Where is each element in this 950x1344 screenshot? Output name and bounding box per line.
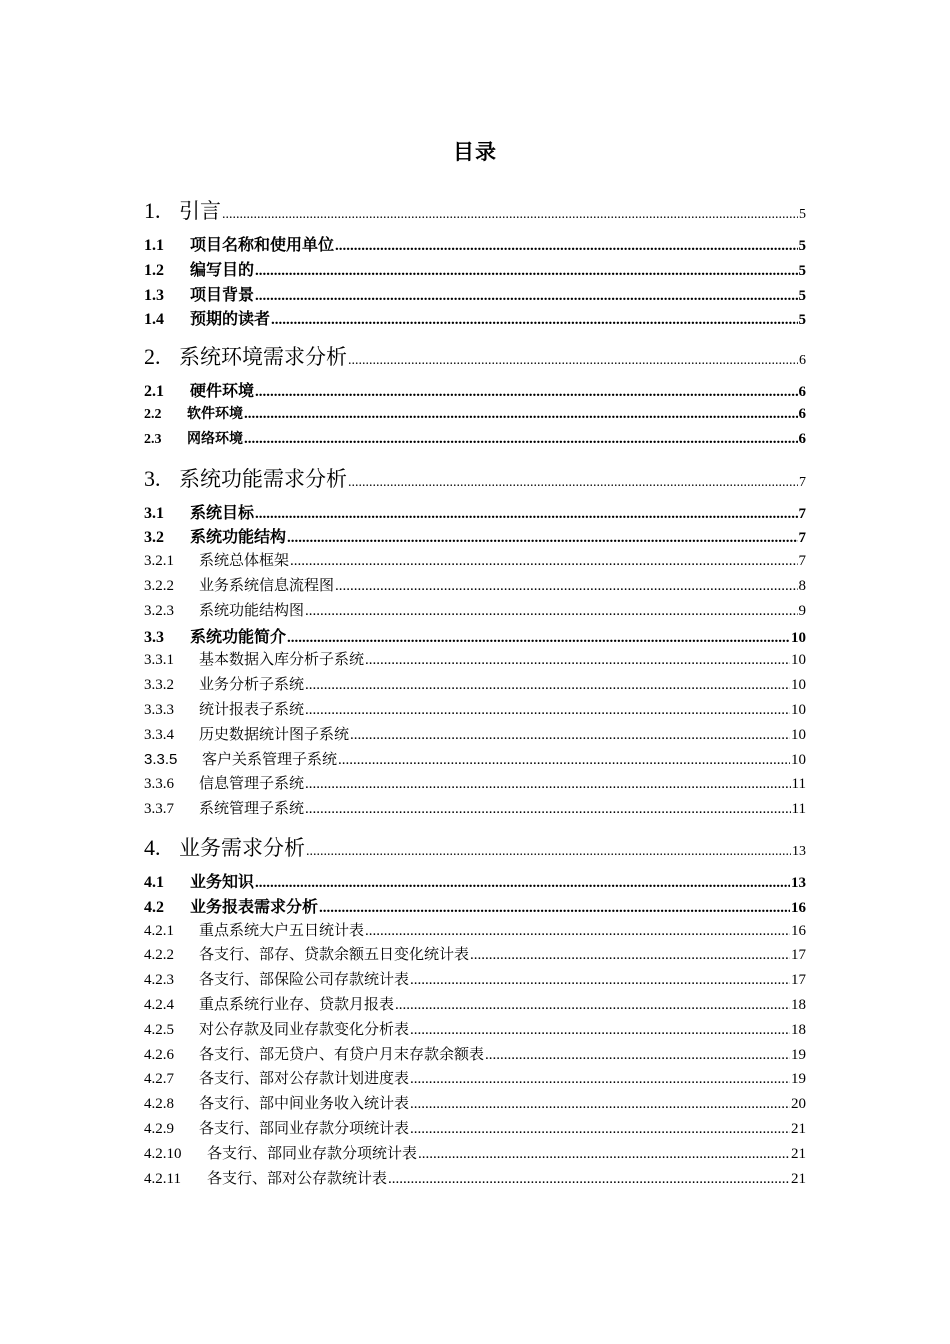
toc-entry-title: 系统管理子系统	[199, 801, 305, 818]
toc-entry-number: 3.3.2	[144, 677, 174, 694]
toc-entry-page: 16	[791, 922, 806, 939]
toc-entry-number: 3.2	[144, 529, 164, 547]
toc-entry[interactable]	[144, 1067, 806, 1092]
toc-dot-leader	[271, 312, 797, 329]
toc-entry-number: 3.3.3	[144, 701, 174, 718]
toc-gap	[144, 331, 806, 339]
toc-dot-leader	[395, 997, 790, 1014]
toc-entry-title: 系统目标	[190, 504, 255, 522]
toc-dot-leader	[410, 1096, 790, 1113]
toc-entry-page: 21	[791, 1120, 806, 1137]
toc-entry-number: 4.2.7	[144, 1071, 174, 1088]
toc-dot-leader	[348, 353, 798, 369]
toc-entry[interactable]	[144, 1167, 806, 1192]
toc-entry-title: 信息管理子系统	[199, 776, 305, 793]
toc-dot-leader	[335, 238, 797, 255]
toc-dot-leader	[410, 972, 790, 989]
toc-dot-leader	[290, 553, 797, 570]
toc-entry[interactable]	[144, 378, 806, 403]
toc-entry[interactable]	[144, 624, 806, 649]
toc-entry-number: 4.2.8	[144, 1096, 174, 1113]
toc-entry-title: 各支行、部对公存款统计表	[207, 1170, 388, 1187]
toc-dot-leader	[244, 406, 798, 423]
toc-entry[interactable]	[144, 599, 806, 624]
toc-entry-page: 20	[791, 1096, 806, 1113]
toc-entry-title: 客户关系管理子系统	[202, 751, 338, 768]
toc-entry-number: 3.	[144, 465, 161, 491]
toc-entry[interactable]	[144, 1018, 806, 1043]
toc-entry-title: 系统功能结构	[190, 529, 287, 547]
toc-entry-page: 10	[791, 701, 806, 718]
toc-entry-title: 系统功能简介	[190, 628, 287, 646]
toc-entry-number: 2.1	[144, 383, 164, 401]
toc-entry-page: 5	[798, 262, 806, 279]
toc-entry-page: 6	[799, 353, 806, 369]
toc-entry-page: 18	[791, 1021, 806, 1038]
toc-dot-leader	[350, 727, 790, 744]
toc-dot-leader	[287, 630, 790, 647]
toc-entry-title: 业务需求分析	[179, 835, 305, 860]
toc-entry-page: 17	[791, 947, 806, 964]
toc-entry-number: 3.3.5	[144, 750, 178, 768]
toc-entry-number: 3.3.7	[144, 801, 174, 818]
toc-entry-number: 3.3.1	[144, 652, 174, 669]
toc-entry-number: 4.	[144, 834, 161, 860]
toc-entry[interactable]	[144, 968, 806, 993]
toc-entry-title: 软件环境	[187, 406, 243, 422]
toc-entry-number: 1.4	[144, 311, 164, 329]
toc-entry-page: 10	[791, 652, 806, 669]
toc-dot-leader	[418, 1146, 790, 1163]
toc-dot-leader	[388, 1171, 790, 1188]
toc-entry-title: 重点系统行业存、贷款月报表	[199, 996, 395, 1013]
toc-entry-number: 4.2.6	[144, 1046, 174, 1063]
toc-entry-title: 各支行、部保险公司存款统计表	[199, 972, 410, 989]
toc-entry-title: 各支行、部无贷户、有贷户月末存款余额表	[199, 1046, 485, 1063]
toc-entry-page: 7	[799, 474, 806, 490]
toc-entry-title: 各支行、部同业存款分项统计表	[207, 1145, 418, 1162]
toc-entry-title: 项目名称和使用单位	[190, 237, 335, 254]
toc-entry-page: 19	[791, 1046, 806, 1063]
toc-entry-title: 业务知识	[190, 873, 255, 891]
toc-entry-page: 16	[791, 899, 806, 916]
toc-entry-page: 10	[791, 751, 806, 768]
toc-entry-title: 系统功能结构图	[199, 602, 305, 619]
toc-entry[interactable]	[144, 993, 806, 1018]
toc-entry-number: 3.1	[144, 504, 164, 522]
toc-entry[interactable]	[144, 524, 806, 549]
toc-entry-page: 8	[798, 577, 806, 594]
toc-entry[interactable]	[144, 1117, 806, 1142]
toc-dot-leader	[306, 844, 791, 860]
toc-entry[interactable]	[144, 797, 806, 822]
toc-entry-page: 21	[791, 1170, 806, 1187]
toc-entry[interactable]	[144, 698, 806, 723]
toc-entry-title: 预期的读者	[190, 311, 271, 329]
toc-entry-number: 3.3	[144, 628, 164, 646]
toc-entry-page: 7	[798, 553, 806, 570]
toc-dot-leader	[305, 801, 791, 818]
toc-entry-number: 2.2	[144, 406, 162, 422]
table-of-contents	[144, 193, 806, 1191]
toc-entry[interactable]	[144, 549, 806, 574]
toc-entry-number: 4.2.4	[144, 996, 174, 1013]
toc-entry[interactable]	[144, 232, 806, 257]
toc-dot-leader	[244, 431, 798, 448]
toc-entry-page: 7	[798, 505, 806, 522]
toc-entry-page: 21	[791, 1145, 806, 1162]
toc-entry-number: 4.2.11	[144, 1170, 181, 1187]
toc-entry-title: 各支行、部中间业务收入统计表	[199, 1096, 410, 1113]
toc-entry[interactable]	[144, 282, 806, 307]
toc-dot-leader	[255, 506, 797, 523]
toc-entry[interactable]	[144, 832, 806, 869]
toc-dot-leader	[305, 776, 791, 793]
toc-dot-leader	[305, 702, 790, 719]
toc-dot-leader	[222, 207, 798, 223]
toc-entry[interactable]	[144, 1043, 806, 1068]
toc-entry-title: 项目背景	[190, 286, 255, 304]
toc-entry-number: 1.3	[144, 286, 164, 304]
toc-entry[interactable]	[144, 257, 806, 282]
toc-entry-title: 统计报表子系统	[199, 701, 305, 718]
toc-entry-title: 各支行、部对公存款计划进度表	[199, 1071, 410, 1088]
toc-entry-page: 11	[791, 801, 806, 818]
toc-entry-number: 3.2.1	[144, 553, 174, 570]
toc-entry[interactable]	[144, 403, 806, 428]
toc-entry[interactable]	[144, 500, 806, 525]
toc-entry[interactable]	[144, 772, 806, 797]
toc-dot-leader	[365, 923, 790, 940]
toc-dot-leader	[305, 603, 797, 620]
toc-entry-page: 10	[791, 677, 806, 694]
toc-title: 目录	[453, 140, 497, 164]
toc-entry-number: 3.3.6	[144, 776, 174, 793]
toc-entry-number: 4.2.5	[144, 1021, 174, 1038]
toc-entry[interactable]	[144, 648, 806, 673]
toc-dot-leader	[365, 652, 790, 669]
toc-entry[interactable]	[144, 195, 806, 232]
toc-dot-leader	[255, 384, 797, 401]
toc-dot-leader	[338, 752, 790, 769]
toc-entry-number: 4.2.1	[144, 922, 174, 939]
toc-entry-title: 各支行、部同业存款分项统计表	[199, 1120, 410, 1137]
toc-entry-number: 2.	[144, 344, 161, 370]
toc-entry[interactable]	[144, 306, 806, 331]
toc-entry-title: 系统总体框架	[199, 553, 290, 570]
toc-entry[interactable]	[144, 869, 806, 894]
toc-entry-title: 重点系统大户五日统计表	[199, 922, 365, 939]
toc-entry-number: 4.1	[144, 873, 164, 891]
toc-dot-leader	[305, 677, 790, 694]
toc-dot-leader	[319, 900, 790, 917]
toc-entry-title: 基本数据入库分析子系统	[199, 652, 365, 669]
toc-dot-leader	[410, 1121, 790, 1138]
toc-entry-page: 7	[798, 530, 806, 547]
toc-entry-page: 5	[799, 207, 806, 222]
toc-entry[interactable]	[144, 428, 806, 453]
toc-entry[interactable]	[144, 919, 806, 944]
toc-entry-number: 4.2.3	[144, 972, 174, 989]
toc-dot-leader	[485, 1047, 790, 1064]
toc-entry[interactable]	[144, 341, 806, 378]
toc-entry-page: 10	[791, 726, 806, 743]
toc-entry-page: 5	[798, 287, 806, 304]
toc-entry[interactable]	[144, 1142, 806, 1167]
toc-entry-number: 1.	[144, 198, 161, 223]
toc-entry-title: 网络环境	[187, 431, 243, 447]
toc-dot-leader	[287, 530, 797, 547]
toc-entry-number: 1.1	[144, 237, 164, 254]
toc-dot-leader	[255, 263, 797, 280]
toc-entry-number: 4.2.10	[144, 1145, 182, 1162]
toc-entry[interactable]	[144, 723, 806, 748]
toc-entry-title: 系统环境需求分析	[179, 345, 347, 370]
toc-entry-page: 6	[798, 430, 806, 447]
toc-entry[interactable]	[144, 943, 806, 968]
toc-entry-page: 10	[791, 629, 806, 646]
toc-entry-page: 17	[791, 972, 806, 989]
toc-entry-title: 硬件环境	[190, 383, 255, 401]
toc-entry-title: 业务报表需求分析	[190, 898, 319, 916]
toc-entry-title: 编写目的	[190, 261, 255, 279]
toc-entry-title: 引言	[179, 199, 221, 223]
toc-entry[interactable]	[144, 1092, 806, 1117]
toc-entry-page: 5	[798, 238, 806, 254]
toc-dot-leader	[255, 875, 790, 892]
toc-entry[interactable]	[144, 748, 806, 773]
toc-gap	[144, 453, 806, 461]
toc-entry[interactable]	[144, 673, 806, 698]
toc-dot-leader	[335, 578, 797, 595]
toc-entry-title: 对公存款及同业存款变化分析表	[199, 1021, 410, 1038]
toc-entry-title: 业务系统信息流程图	[199, 577, 335, 594]
toc-entry[interactable]	[144, 463, 806, 500]
toc-dot-leader	[255, 288, 797, 305]
toc-entry-page: 5	[798, 312, 806, 329]
toc-entry-title: 各支行、部存、贷款余额五日变化统计表	[199, 947, 470, 964]
toc-gap	[144, 822, 806, 830]
toc-entry-page: 18	[791, 996, 806, 1013]
toc-entry-number: 1.2	[144, 261, 164, 279]
toc-entry-page: 11	[791, 776, 806, 793]
toc-entry-page: 13	[791, 874, 806, 891]
toc-entry-page: 19	[791, 1071, 806, 1088]
toc-entry-number: 4.2	[144, 898, 164, 916]
toc-entry-number: 4.2.2	[144, 947, 174, 964]
toc-dot-leader	[470, 947, 790, 964]
toc-entry-number: 3.3.4	[144, 726, 174, 743]
toc-dot-leader	[348, 475, 798, 491]
toc-dot-leader	[410, 1071, 790, 1088]
toc-entry-number: 3.2.3	[144, 602, 174, 619]
toc-entry-number: 3.2.2	[144, 577, 174, 594]
toc-entry-title: 历史数据统计图子系统	[199, 726, 350, 743]
toc-entry-title: 系统功能需求分析	[179, 466, 347, 491]
toc-entry-number: 2.3	[144, 431, 162, 447]
toc-entry-number: 4.2.9	[144, 1120, 174, 1137]
toc-entry-page: 9	[798, 602, 806, 619]
toc-entry[interactable]	[144, 574, 806, 599]
toc-entry[interactable]	[144, 894, 806, 919]
toc-entry-page: 13	[792, 843, 806, 859]
toc-entry-page: 6	[798, 405, 806, 422]
toc-entry-title: 业务分析子系统	[199, 677, 305, 694]
toc-dot-leader	[410, 1022, 790, 1039]
toc-entry-page: 6	[798, 384, 806, 401]
